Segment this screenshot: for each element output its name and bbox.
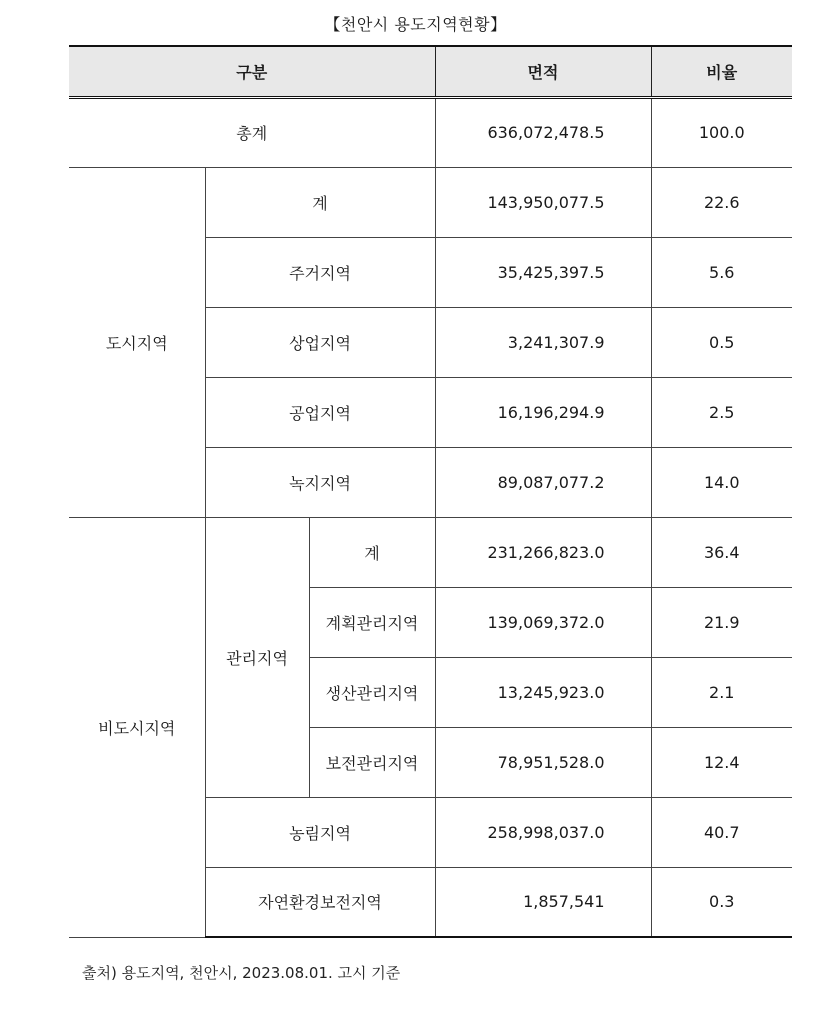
land-use-table <box>69 45 792 938</box>
table-row <box>69 517 792 587</box>
total-ratio: 100.0 <box>651 97 792 167</box>
header-category: 구분 <box>69 46 435 97</box>
green-label: 녹지지역 <box>205 447 435 517</box>
conservation-label: 보전관리지역 <box>309 727 435 797</box>
management-subtotal-label: 계 <box>309 517 435 587</box>
commercial-label: 상업지역 <box>205 307 435 377</box>
production-area: 13,245,923.0 <box>435 657 651 727</box>
urban-subtotal-area: 143,950,077.5 <box>435 167 651 237</box>
total-area: 636,072,478.5 <box>435 97 651 167</box>
agri-forest-label: 농림지역 <box>205 797 435 867</box>
production-ratio: 2.1 <box>651 657 792 727</box>
table-row <box>69 97 792 167</box>
nature-ratio: 0.3 <box>651 867 792 937</box>
conservation-area: 78,951,528.0 <box>435 727 651 797</box>
table-row <box>69 167 792 237</box>
nature-label: 자연환경보전지역 <box>205 867 435 937</box>
urban-subtotal-ratio: 22.6 <box>651 167 792 237</box>
planned-area: 139,069,372.0 <box>435 587 651 657</box>
commercial-area: 3,241,307.9 <box>435 307 651 377</box>
nature-area: 1,857,541 <box>435 867 651 937</box>
table-title: 【천안시 용도지역현황】 <box>324 15 507 34</box>
urban-group-label: 도시지역 <box>69 167 205 517</box>
nonurban-group-label: 비도시지역 <box>69 517 205 937</box>
green-area: 89,087,077.2 <box>435 447 651 517</box>
residential-label: 주거지역 <box>205 237 435 307</box>
management-subtotal-area: 231,266,823.0 <box>435 517 651 587</box>
commercial-ratio: 0.5 <box>651 307 792 377</box>
agri-forest-area: 258,998,037.0 <box>435 797 651 867</box>
header-ratio: 비율 <box>651 46 792 97</box>
industrial-label: 공업지역 <box>205 377 435 447</box>
planned-ratio: 21.9 <box>651 587 792 657</box>
management-subtotal-ratio: 36.4 <box>651 517 792 587</box>
residential-area: 35,425,397.5 <box>435 237 651 307</box>
header-area: 면적 <box>435 46 651 97</box>
planned-label: 계획관리지역 <box>309 587 435 657</box>
header-row <box>69 46 792 97</box>
total-label: 총계 <box>69 97 435 167</box>
conservation-ratio: 12.4 <box>651 727 792 797</box>
management-group-label: 관리지역 <box>205 517 309 797</box>
residential-ratio: 5.6 <box>651 237 792 307</box>
production-label: 생산관리지역 <box>309 657 435 727</box>
green-ratio: 14.0 <box>651 447 792 517</box>
agri-forest-ratio: 40.7 <box>651 797 792 867</box>
urban-subtotal-label: 계 <box>205 167 435 237</box>
industrial-ratio: 2.5 <box>651 377 792 447</box>
source-note: 출처) 용도지역, 천안시, 2023.08.01. 고시 기준 <box>82 964 401 982</box>
industrial-area: 16,196,294.9 <box>435 377 651 447</box>
